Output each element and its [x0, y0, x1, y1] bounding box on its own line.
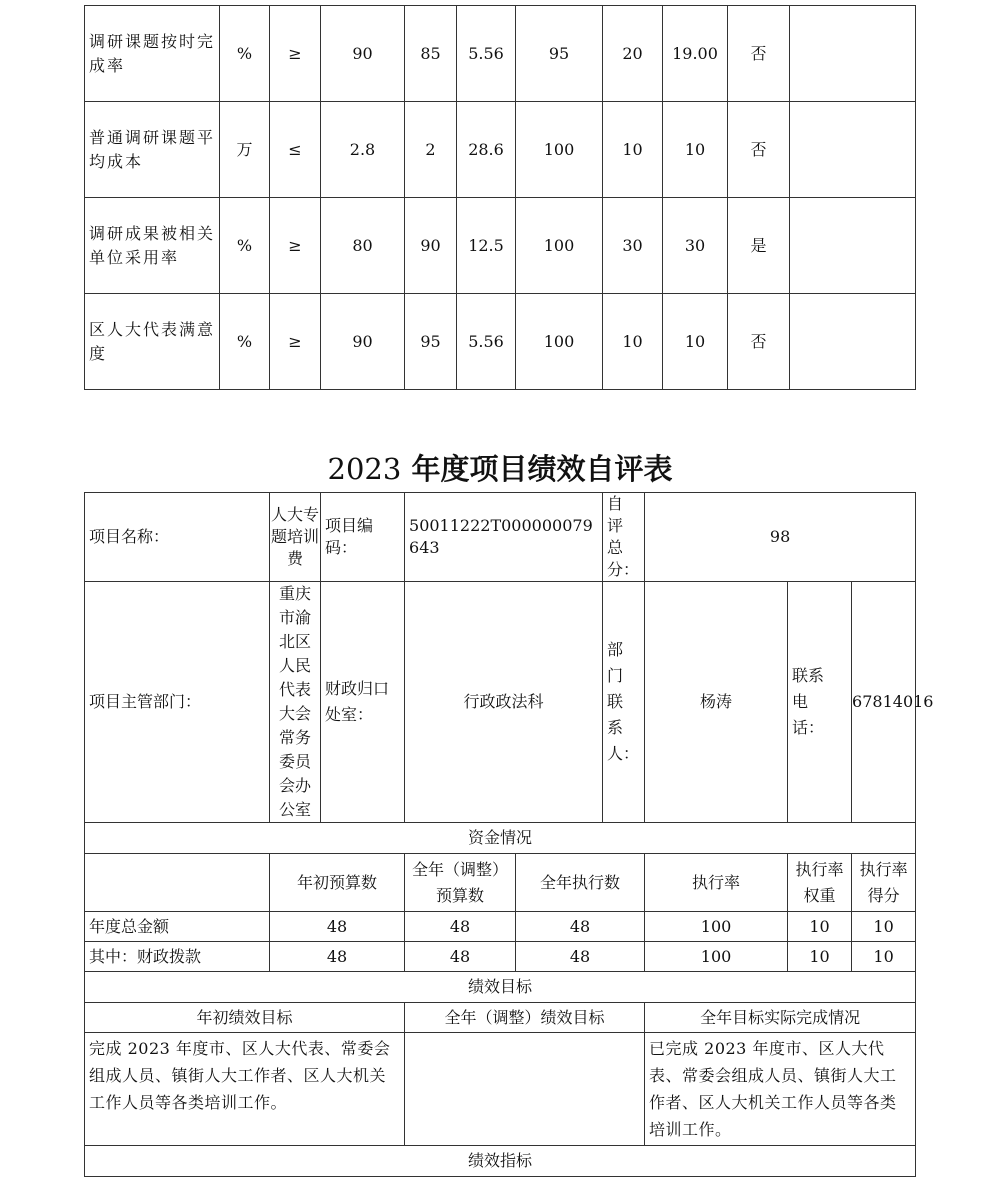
funds-value: 10 [788, 942, 852, 972]
indicator-rate: 95 [516, 6, 603, 102]
funds-value: 100 [645, 942, 788, 972]
indicator-score: 19.00 [663, 6, 728, 102]
total-score-label: 自评总分： [603, 493, 645, 582]
indicator-flag: 否 [728, 102, 790, 198]
goals-content-row [85, 1033, 916, 1146]
indicator-note [790, 294, 916, 390]
funds-header: 执行率得分 [852, 854, 916, 912]
indicator-value: 95 [405, 294, 457, 390]
project-name-value: 人大专题培训费 [270, 493, 321, 582]
funds-value: 48 [516, 912, 645, 942]
indicator-weight: 10 [603, 102, 663, 198]
indicator-unit: 万 [220, 102, 270, 198]
funds-header-blank [85, 854, 270, 912]
indicator-unit: % [220, 198, 270, 294]
funds-header: 全年执行数 [516, 854, 645, 912]
funds-value: 48 [405, 912, 516, 942]
indicator-dev: 12.5 [457, 198, 516, 294]
finance-value: 行政政法科 [405, 582, 603, 823]
page-title: 2023 年度项目绩效自评表 [327, 452, 673, 486]
indicator-rate: 100 [516, 198, 603, 294]
finance-label: 财政归口处室： [321, 582, 405, 823]
indicator-note [790, 6, 916, 102]
indicator-flag: 否 [728, 6, 790, 102]
indicator-target: 90 [321, 294, 405, 390]
funds-row-label: 年度总金额 [85, 912, 270, 942]
indicator-unit: % [220, 294, 270, 390]
goal-header: 年初绩效目标 [85, 1003, 405, 1033]
funds-value: 100 [645, 912, 788, 942]
indicator-flag: 否 [728, 294, 790, 390]
indicator-name: 区人大代表满意度 [85, 294, 220, 390]
indicator-weight: 10 [603, 294, 663, 390]
contact-value: 杨涛 [645, 582, 788, 823]
indicator-name: 调研课题按时完成率 [85, 6, 220, 102]
funds-value: 48 [270, 912, 405, 942]
funds-value: 48 [270, 942, 405, 972]
indicator-unit: % [220, 6, 270, 102]
indicator-op: ≥ [270, 198, 321, 294]
funds-value: 48 [405, 942, 516, 972]
phone-label: 联系电话： [788, 582, 852, 823]
project-code-label: 项目编码： [321, 493, 405, 582]
indicators-section-title: 绩效指标 [85, 1146, 916, 1177]
indicator-score: 10 [663, 294, 728, 390]
goals-section-title: 绩效目标 [85, 972, 916, 1003]
indicator-rate: 100 [516, 102, 603, 198]
indicator-row [85, 102, 916, 198]
funds-header-row [85, 854, 916, 912]
project-code-value: 50011222T000000079643 [405, 493, 603, 582]
indicator-weight: 30 [603, 198, 663, 294]
funds-value: 10 [852, 912, 916, 942]
indicator-target: 80 [321, 198, 405, 294]
dept-value: 重庆市渝北区人民代表大会常务委员会办公室 [270, 582, 321, 823]
project-name-label: 项目名称： [85, 493, 270, 582]
indicator-flag: 是 [728, 198, 790, 294]
indicator-score: 10 [663, 102, 728, 198]
indicator-score: 30 [663, 198, 728, 294]
funds-value: 48 [516, 942, 645, 972]
funds-section-row [85, 823, 916, 854]
goal-initial: 完成 2023 年度市、区人大代表、常委会组成人员、镇街人大工作者、区人大机关工作人员等各类培训工作。 [85, 1033, 405, 1146]
dept-label: 项目主管部门： [85, 582, 270, 823]
goal-header: 全年目标实际完成情况 [645, 1003, 916, 1033]
funds-header: 执行率权重 [788, 854, 852, 912]
goal-adjusted [405, 1033, 645, 1146]
goals-header-row [85, 1003, 916, 1033]
indicator-op: ≤ [270, 102, 321, 198]
indicator-rate: 100 [516, 294, 603, 390]
indicator-target: 2.8 [321, 102, 405, 198]
indicator-target: 90 [321, 6, 405, 102]
funds-value-row [85, 942, 916, 972]
funds-value: 10 [852, 942, 916, 972]
indicator-op: ≥ [270, 6, 321, 102]
indicator-name: 调研成果被相关单位采用率 [85, 198, 220, 294]
indicator-dev: 5.56 [457, 294, 516, 390]
total-score-value: 98 [645, 493, 916, 582]
project-info-row [85, 493, 916, 582]
indicator-dev: 28.6 [457, 102, 516, 198]
indicators-section-row [85, 1146, 916, 1177]
goal-actual: 已完成 2023 年度市、区人大代表、常委会组成人员、镇街人大工作者、区人大机关工作人员等各类培训工作。 [645, 1033, 916, 1146]
indicator-value: 85 [405, 6, 457, 102]
indicator-row [85, 198, 916, 294]
funds-header: 全年（调整）预算数 [405, 854, 516, 912]
indicator-value: 2 [405, 102, 457, 198]
indicator-row [85, 6, 916, 102]
indicator-value: 90 [405, 198, 457, 294]
indicator-weight: 20 [603, 6, 663, 102]
self-evaluation-table [84, 492, 934, 1177]
funds-header: 执行率 [645, 854, 788, 912]
contact-label: 部门联系人： [603, 582, 645, 823]
indicator-name: 普通调研课题平均成本 [85, 102, 220, 198]
dept-row [85, 582, 916, 823]
indicator-note [790, 198, 916, 294]
indicator-table [84, 5, 916, 390]
funds-section-title: 资金情况 [85, 823, 916, 854]
indicator-note [790, 102, 916, 198]
indicator-op: ≥ [270, 294, 321, 390]
indicator-row [85, 294, 916, 390]
goals-section-row [85, 972, 916, 1003]
phone-value: 67814016 [852, 582, 916, 823]
funds-row-label: 其中：财政拨款 [85, 942, 270, 972]
funds-value-row [85, 912, 916, 942]
goal-header: 全年（调整）绩效目标 [405, 1003, 645, 1033]
funds-header: 年初预算数 [270, 854, 405, 912]
funds-value: 10 [788, 912, 852, 942]
indicator-dev: 5.56 [457, 6, 516, 102]
